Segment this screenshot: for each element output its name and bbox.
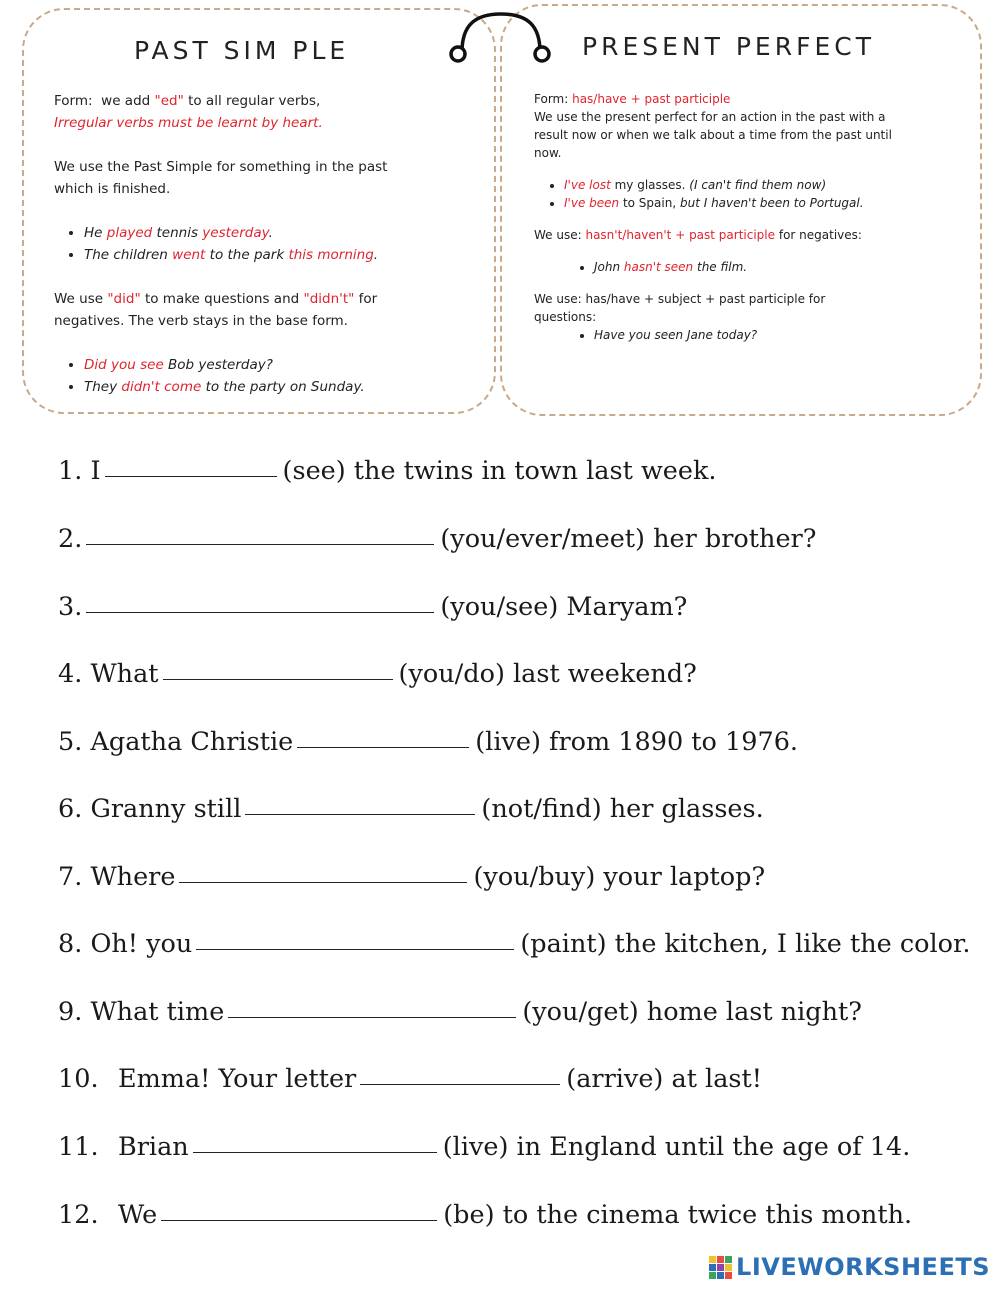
answer-input[interactable]: [161, 1205, 441, 1227]
answer-input[interactable]: [196, 934, 518, 956]
question-rule: We use "did" to make questions and "didn't" for: [54, 291, 378, 307]
answer-blank[interactable]: [179, 862, 467, 883]
answer-blank[interactable]: [297, 727, 469, 748]
list-item: • The children went to the park this morning.: [84, 244, 474, 266]
answer-input[interactable]: [360, 1069, 564, 1091]
exercise-11: 11. Brian (live) in England until the age of 14.: [58, 1132, 911, 1162]
answer-input[interactable]: [193, 1137, 441, 1159]
form-line: Form: we add "ed" to all regular verbs,: [54, 93, 321, 109]
past-simple-notes: [54, 90, 474, 398]
answer-input[interactable]: [228, 1002, 520, 1024]
answer-blank[interactable]: [196, 929, 514, 950]
exercise-2: 2. (you/ever/meet) her brother?: [58, 524, 817, 554]
past-simple-box: [22, 8, 496, 414]
answer-blank[interactable]: [193, 1132, 437, 1153]
negative-rule: We use: hasn't/haven't + past participle for negatives:: [534, 228, 862, 242]
list-item: • I've lost my glasses. (I can't find them now): [564, 176, 954, 194]
answer-blank[interactable]: [86, 524, 434, 545]
hanger-icon: [446, 6, 556, 68]
answer-blank[interactable]: [105, 456, 277, 477]
answer-blank[interactable]: [161, 1200, 437, 1221]
use-line: We use the present perfect for an action in the past with a: [534, 110, 886, 124]
past-simple-question-examples: [54, 354, 474, 398]
list-item: • Have you seen Jane today?: [594, 326, 954, 344]
answer-blank[interactable]: [228, 997, 516, 1018]
past-simple-title: PAST SIM PLE: [134, 36, 350, 65]
exercise-10: 10. Emma! Your letter (arrive) at last!: [58, 1064, 762, 1094]
answer-input[interactable]: [179, 867, 471, 889]
present-perfect-examples: [534, 176, 954, 212]
answer-input[interactable]: [163, 664, 397, 686]
answer-input[interactable]: [297, 732, 473, 754]
use-line: which is finished.: [54, 181, 171, 197]
answer-blank[interactable]: [360, 1064, 560, 1085]
answer-input[interactable]: [105, 461, 281, 483]
exercise-12: 12. We (be) to the cinema twice this month.: [58, 1200, 913, 1230]
answer-input[interactable]: [245, 799, 479, 821]
question-rule: negatives. The verb stays in the base form.: [54, 313, 348, 329]
answer-blank[interactable]: [245, 794, 475, 815]
answer-input[interactable]: [86, 529, 438, 551]
use-line: We use the Past Simple for something in the past: [54, 159, 388, 175]
answer-blank[interactable]: [86, 592, 434, 613]
question-examples: [534, 326, 954, 344]
list-item: • Did you see Bob yesterday?: [84, 354, 474, 376]
use-line: now.: [534, 146, 562, 160]
question-rule: questions:: [534, 310, 597, 324]
logo-text: LIVEWORKSHEETS: [736, 1253, 990, 1281]
liveworksheets-logo: [709, 1253, 990, 1281]
logo-icon: [709, 1256, 732, 1279]
form-line: Form: has/have + past participle: [534, 92, 731, 106]
exercise-5: 5. Agatha Christie (live) from 1890 to 1976.: [58, 727, 799, 757]
use-line: result now or when we talk about a time from the past until: [534, 128, 892, 142]
present-perfect-title: PRESENT PERFECT: [582, 32, 875, 61]
exercise-6: 6. Granny still (not/find) her glasses.: [58, 794, 764, 824]
present-perfect-notes: [534, 90, 954, 344]
list-item: • He played tennis yesterday.: [84, 222, 474, 244]
exercise-7: 7. Where (you/buy) your laptop?: [58, 862, 766, 892]
past-simple-examples: [54, 222, 474, 266]
list-item: • I've been to Spain, but I haven't been to Portugal.: [564, 194, 954, 212]
question-rule: We use: has/have + subject + past participle for: [534, 292, 826, 306]
exercise-3: 3. (you/see) Maryam?: [58, 592, 688, 622]
present-perfect-box: [500, 4, 982, 416]
irregular-note: Irregular verbs must be learnt by heart.: [54, 115, 323, 131]
exercise-4: 4. What (you/do) last weekend?: [58, 659, 697, 689]
list-item: • John hasn't seen the film.: [594, 258, 954, 276]
negative-examples: [534, 258, 954, 276]
answer-input[interactable]: [86, 597, 438, 619]
exercise-9: 9. What time (you/get) home last night?: [58, 997, 862, 1027]
list-item: • They didn't come to the party on Sunday.: [84, 376, 474, 398]
exercise-8: 8. Oh! you (paint) the kitchen, I like the color.: [58, 929, 971, 959]
answer-blank[interactable]: [163, 659, 393, 680]
exercise-1: 1. I (see) the twins in town last week.: [58, 456, 717, 486]
